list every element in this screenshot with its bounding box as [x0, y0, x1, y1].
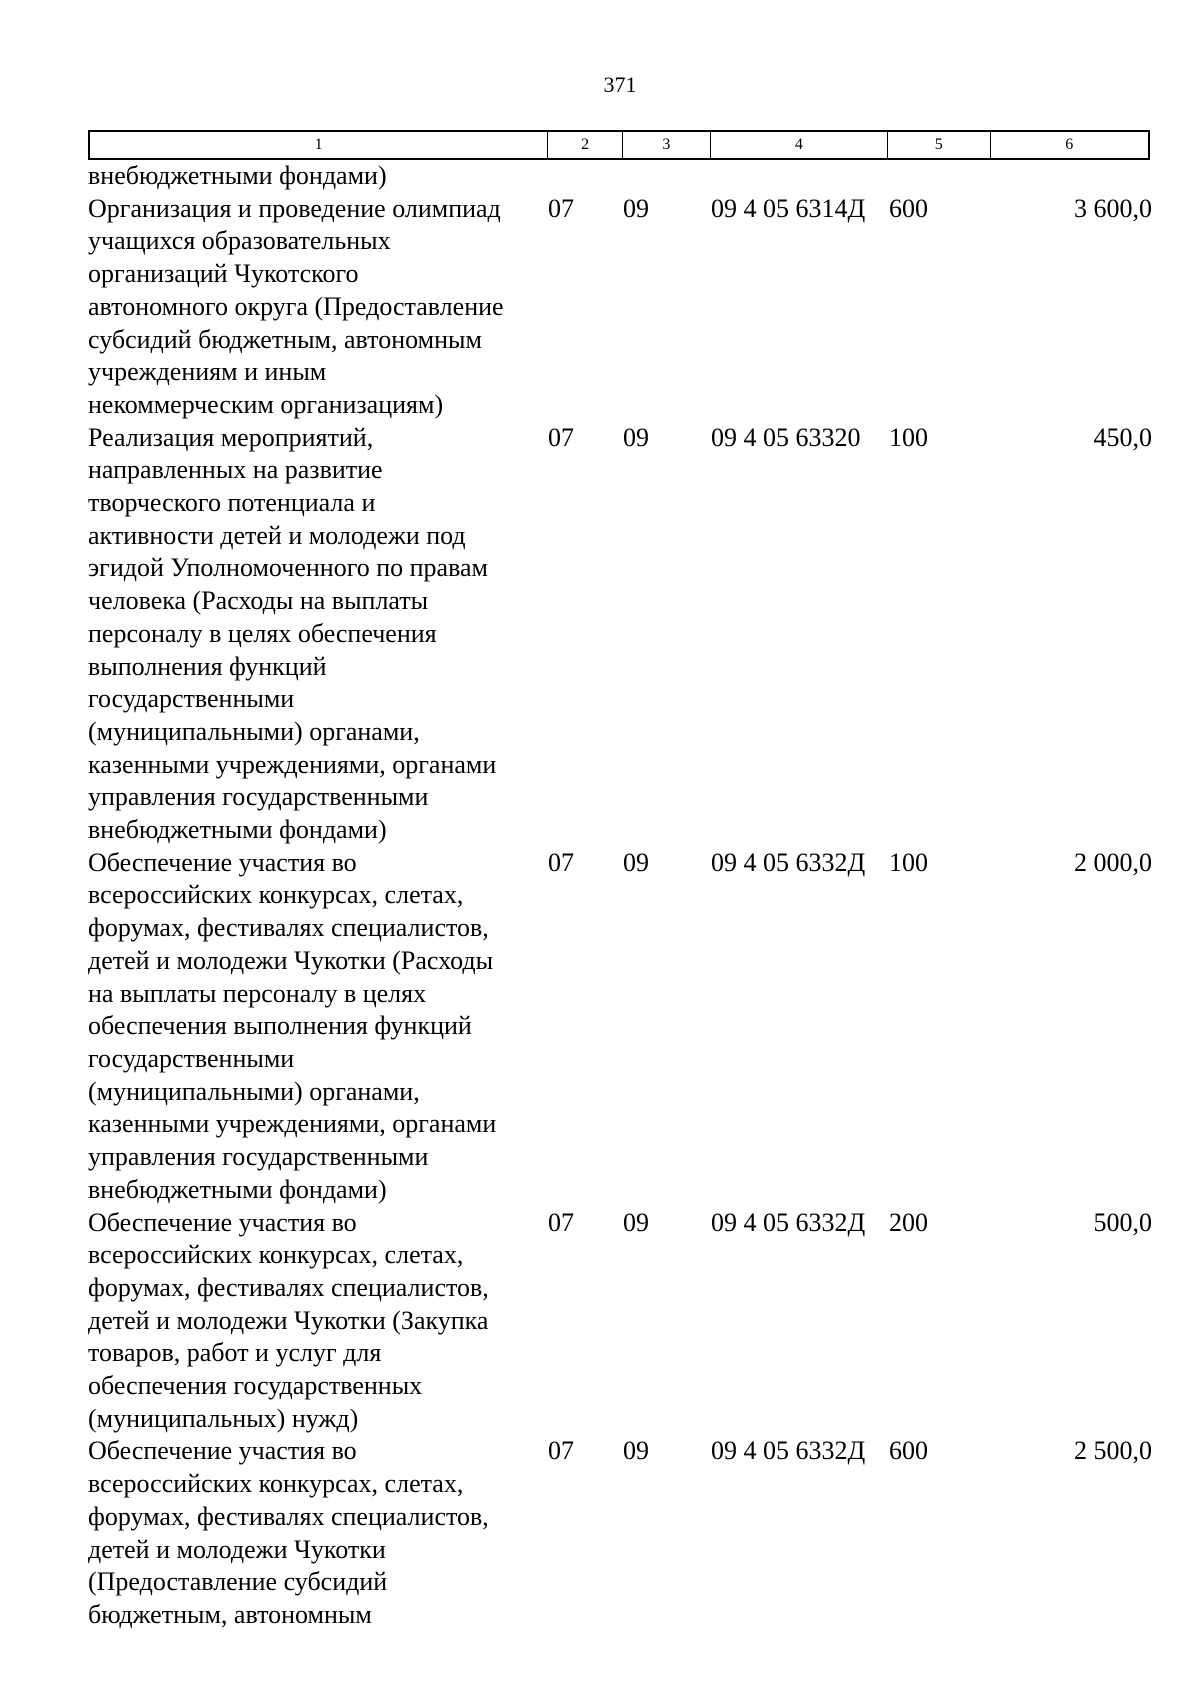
expense-type-code: 100 — [889, 422, 928, 452]
table-row — [88, 193, 1168, 422]
table-row — [88, 1435, 1168, 1631]
subsection-code: 09 — [623, 1436, 649, 1466]
subsection-code: 09 — [623, 193, 649, 223]
section-code: 07 — [548, 847, 574, 877]
amount: 2 500,0 — [1074, 1436, 1152, 1466]
target-article-code: 09 4 05 6332Д — [711, 1436, 866, 1466]
header-col-2: 2 — [548, 132, 623, 158]
expense-type-code: 600 — [889, 193, 928, 223]
subsection-code: 09 — [623, 422, 649, 452]
continuation-text: внебюджетными фондами) — [88, 161, 387, 190]
target-article-code: 09 4 05 63320 — [711, 422, 861, 452]
table-row — [88, 422, 1168, 847]
amount: 3 600,0 — [1074, 193, 1152, 223]
expense-type-code: 200 — [889, 1207, 928, 1237]
table-header — [88, 130, 1150, 160]
amount: 500,0 — [1093, 1207, 1152, 1237]
table-row — [88, 1207, 1168, 1436]
row-description: Обеспечение участия во всероссийских конкурсах, слетах, форумах, фестивалях специалистов, детей и молодежи Чукотки (Закупка товаров, работ и услуг для обеспечения государственных (муниципальных) нужд) — [88, 1207, 489, 1433]
page-number: 371 — [603, 72, 637, 97]
table-body — [88, 160, 1168, 1632]
amount: 450,0 — [1093, 422, 1152, 452]
amount: 2 000,0 — [1074, 847, 1152, 877]
row-description: Обеспечение участия во всероссийских конкурсах, слетах, форумах, фестивалях специалистов, детей и молодежи Чукотки (Предоставление субсидий бюджетным, автономным — [88, 1436, 489, 1629]
header-col-5: 5 — [888, 132, 991, 158]
expense-type-code: 600 — [889, 1436, 928, 1466]
header-col-1: 1 — [90, 132, 548, 158]
subsection-code: 09 — [623, 847, 649, 877]
row-description: Реализация мероприятий, направленных на развитие творческого потенциала и активности детей и молодежи под эгидой Уполномоченного по правам человека (Расходы на выплаты персоналу в целях обеспечения выполнения функций государственными (муниципальными) органами, казенными учреждениями, органами управления государственными внебюджетными фондами) — [88, 422, 497, 845]
header-col-3: 3 — [623, 132, 711, 158]
table-row — [88, 847, 1168, 1207]
target-article-code: 09 4 05 6332Д — [711, 1207, 866, 1237]
target-article-code: 09 4 05 6314Д — [711, 193, 866, 223]
target-article-code: 09 4 05 6332Д — [711, 847, 866, 877]
header-col-4: 4 — [711, 132, 888, 158]
section-code: 07 — [548, 1436, 574, 1466]
section-code: 07 — [548, 1207, 574, 1237]
expense-type-code: 100 — [889, 847, 928, 877]
section-code: 07 — [548, 422, 574, 452]
subsection-code: 09 — [623, 1207, 649, 1237]
row-description: Обеспечение участия во всероссийских конкурсах, слетах, форумах, фестивалях специалистов, детей и молодежи Чукотки (Расходы на выплаты персоналу в целях обеспечения выполнения функций государственными (муниципальными) органами, казенными учреждениями, органами управления государственными внебюджетными фондами) — [88, 847, 497, 1204]
continuation-row — [88, 160, 1168, 193]
header-col-6: 6 — [1065, 136, 1074, 153]
section-code: 07 — [548, 193, 574, 223]
row-description: Организация и проведение олимпиад учащихся образовательных организаций Чукотского автономного округа (Предоставление субсидий бюджетным, автономным учреждениям и иным некоммерческим организациям) — [88, 193, 504, 419]
